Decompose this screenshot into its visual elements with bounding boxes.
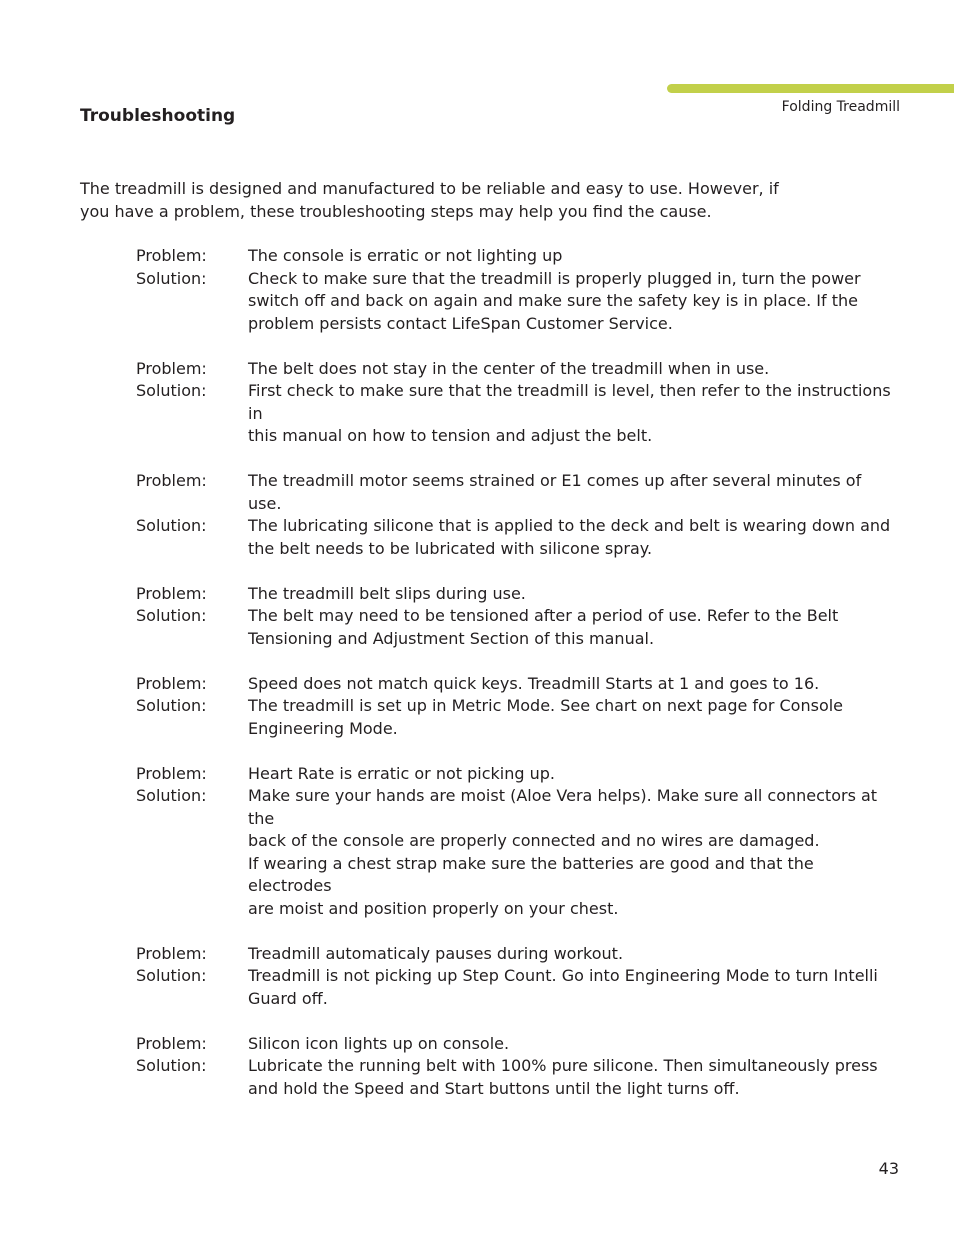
problem-text xyxy=(248,763,896,786)
problem-label: Problem: xyxy=(136,583,207,603)
text-line: the belt needs to be lubricated with silicone spray. xyxy=(248,538,653,558)
text-line: The treadmill belt slips during use. xyxy=(248,583,526,603)
text-line: The console is erratic or not lighting up xyxy=(248,246,563,265)
solution-row xyxy=(136,605,896,650)
solution-label: Solution: xyxy=(136,381,207,400)
solution-label: Solution: xyxy=(136,516,207,535)
problem-text xyxy=(248,673,896,696)
problem-label: Problem: xyxy=(136,246,207,265)
solution-label: Solution: xyxy=(136,966,207,985)
text-line: this manual on how to tension and adjust the belt. xyxy=(248,426,653,445)
text-line: back of the console are properly connected and no wires are damaged. xyxy=(248,831,820,850)
solution-row xyxy=(136,515,896,560)
problem-text xyxy=(248,1033,896,1056)
troubleshooting-entry xyxy=(136,673,896,741)
problem-label: Problem: xyxy=(136,471,207,490)
problem-label: Problem: xyxy=(136,673,207,693)
text-line: If wearing a chest strap make sure the batteries are good and that the electrodes xyxy=(248,853,814,895)
text-line: problem persists contact LifeSpan Customer Service. xyxy=(248,313,673,333)
solution-text xyxy=(248,695,896,740)
text-line: Guard off. xyxy=(248,988,328,1008)
text-line: and hold the Speed and Start buttons until the light turns off. xyxy=(248,1078,740,1098)
solution-row xyxy=(136,380,896,448)
problem-text xyxy=(248,583,896,606)
text-line: The treadmill is designed and manufactured to be reliable and easy to use. However, if xyxy=(80,179,779,198)
problem-row xyxy=(136,1033,896,1056)
troubleshooting-entry xyxy=(136,470,896,560)
problem-text xyxy=(248,245,896,268)
solution-row xyxy=(136,695,896,740)
text-line: Heart Rate is erratic or not picking up. xyxy=(248,763,555,783)
problem-row xyxy=(136,763,896,786)
solution-text xyxy=(248,380,896,448)
solution-text xyxy=(248,1055,896,1100)
solution-row xyxy=(136,268,896,336)
solution-text xyxy=(248,605,896,650)
troubleshooting-entry xyxy=(136,1033,896,1101)
text-line: Silicon icon lights up on console. xyxy=(248,1033,510,1053)
troubleshooting-entry xyxy=(136,358,896,448)
solution-text xyxy=(248,515,896,560)
text-line: First check to make sure that the treadmill is level, then refer to the instructions in xyxy=(248,381,891,423)
problem-row xyxy=(136,358,896,381)
text-line: The belt does not stay in the center of the treadmill when in use. xyxy=(248,358,770,378)
text-line: Check to make sure that the treadmill is properly plugged in, turn the power xyxy=(248,268,861,288)
troubleshooting-entry xyxy=(136,583,896,651)
solution-label: Solution: xyxy=(136,696,207,715)
solution-label: Solution: xyxy=(136,606,207,625)
section-title: Troubleshooting xyxy=(80,106,236,126)
header-accent-bar xyxy=(667,84,954,93)
problem-text xyxy=(248,358,896,381)
text-line: Speed does not match quick keys. Treadmill Starts at 1 and goes to 16. xyxy=(248,673,820,693)
text-line: Treadmill is not picking up Step Count. Go into Engineering Mode to turn Intelli xyxy=(248,966,878,985)
troubleshooting-entry xyxy=(136,245,896,335)
problem-text xyxy=(248,470,896,515)
solution-row xyxy=(136,785,896,920)
troubleshooting-entry xyxy=(136,943,896,1011)
problem-row xyxy=(136,470,896,515)
text-line: Make sure your hands are moist (Aloe Vera helps). Make sure all connectors at the xyxy=(248,786,878,828)
troubleshooting-entry xyxy=(136,763,896,921)
problem-label: Problem: xyxy=(136,943,207,963)
text-line: you have a problem, these troubleshooting steps may help you find the cause. xyxy=(80,201,712,221)
problem-row xyxy=(136,583,896,606)
text-line: switch off and back on again and make sure the safety key is in place. If the xyxy=(248,291,858,310)
text-line: The lubricating silicone that is applied to the deck and belt is wearing down and xyxy=(248,516,891,535)
text-line: The treadmill motor seems strained or E1 comes up after several minutes of use. xyxy=(248,471,862,513)
text-line: The treadmill is set up in Metric Mode. See chart on next page for Console xyxy=(248,696,844,715)
text-line: are moist and position properly on your chest. xyxy=(248,898,619,918)
problem-row xyxy=(136,673,896,696)
problem-label: Problem: xyxy=(136,763,207,783)
solution-label: Solution: xyxy=(136,786,207,805)
solution-text xyxy=(248,268,896,336)
intro-paragraph xyxy=(80,178,780,223)
troubleshooting-list xyxy=(136,245,896,1123)
solution-text xyxy=(248,965,896,1010)
solution-label: Solution: xyxy=(136,1056,207,1075)
problem-row xyxy=(136,245,896,268)
running-header: Folding Treadmill xyxy=(781,99,900,115)
text-line: Tensioning and Adjustment Section of this manual. xyxy=(248,628,655,648)
problem-label: Problem: xyxy=(136,358,207,378)
solution-text xyxy=(248,785,896,920)
text-line: Treadmill automaticaly pauses during workout. xyxy=(248,943,624,963)
problem-label: Problem: xyxy=(136,1033,207,1053)
text-line: Engineering Mode. xyxy=(248,718,398,738)
text-line: Lubricate the running belt with 100% pure silicone. Then simultaneously press xyxy=(248,1056,878,1075)
solution-row xyxy=(136,965,896,1010)
page-number: 43 xyxy=(878,1159,899,1178)
text-line: The belt may need to be tensioned after a period of use. Refer to the Belt xyxy=(248,606,839,625)
solution-row xyxy=(136,1055,896,1100)
problem-row xyxy=(136,943,896,966)
problem-text xyxy=(248,943,896,966)
solution-label: Solution: xyxy=(136,268,207,288)
